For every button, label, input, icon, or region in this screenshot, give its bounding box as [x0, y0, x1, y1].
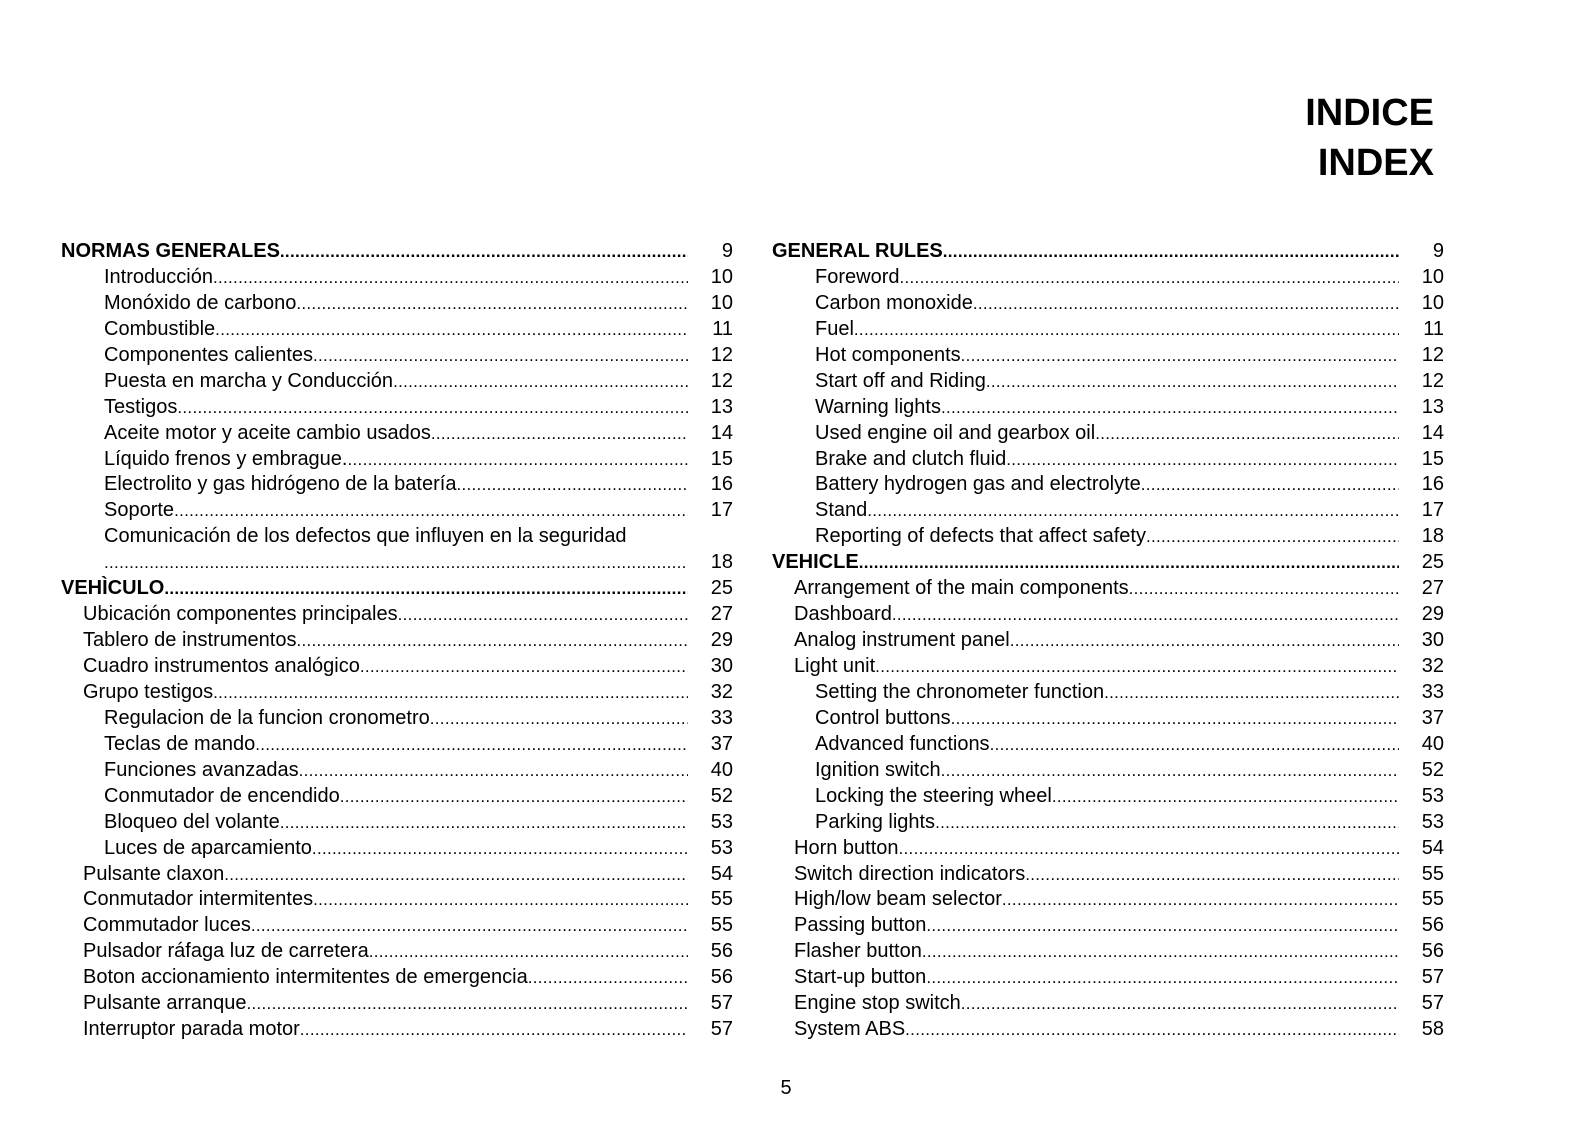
toc-entry-page: 10	[1421, 265, 1444, 288]
dot-leader	[961, 991, 1399, 1017]
toc-entry-page: 15	[1421, 447, 1444, 470]
toc-entry-label: Conmutador de encendido	[104, 784, 340, 807]
dot-leader	[177, 395, 688, 421]
dot-leader	[892, 602, 1399, 628]
index-column-spanish	[61, 239, 733, 1043]
toc-entry[interactable]	[61, 1017, 733, 1043]
toc-entry[interactable]	[61, 991, 733, 1017]
dot-leader	[246, 991, 688, 1017]
toc-entry-label: Switch direction indicators	[794, 862, 1026, 885]
dot-leader	[164, 576, 688, 602]
toc-entry-label: Pulsante claxon	[83, 862, 225, 885]
dot-leader	[224, 862, 688, 888]
toc-entry-page: 57	[710, 1018, 733, 1041]
toc-entry-page: 55	[710, 888, 733, 911]
toc-entry-label: Engine stop switch	[794, 992, 961, 1015]
dot-leader	[867, 498, 1399, 524]
toc-entry-page: 30	[710, 655, 733, 677]
toc-entry[interactable]	[772, 395, 1444, 421]
toc-entry[interactable]	[61, 758, 733, 784]
toc-entry-label: Hot components	[815, 343, 961, 366]
toc-entry-page: 37	[710, 732, 733, 755]
toc-entry-label: Componentes calientes	[104, 343, 314, 366]
dot-leader	[398, 602, 688, 628]
toc-entry-page: 56	[1421, 940, 1444, 963]
dot-leader	[859, 550, 1399, 576]
dot-leader	[251, 913, 688, 939]
dot-leader	[1095, 421, 1399, 447]
toc-entry-label: Bloqueo del volante	[104, 810, 280, 833]
toc-section-heading[interactable]	[61, 239, 733, 265]
toc-entry-label: Comunicación de los defectos que influyen en la seguridad	[104, 525, 627, 548]
dot-leader	[951, 706, 1399, 732]
toc-entry-page: 37	[1421, 706, 1444, 729]
dot-leader	[340, 784, 688, 810]
dot-leader	[456, 472, 688, 498]
toc-entry[interactable]	[61, 887, 733, 913]
toc-entry-page: 33	[1421, 680, 1444, 703]
toc-entry[interactable]	[772, 887, 1444, 913]
dot-leader	[1052, 784, 1399, 810]
dot-leader	[299, 758, 688, 784]
toc-entry-page: 40	[710, 758, 733, 781]
toc-entry[interactable]	[772, 784, 1444, 810]
toc-entry-label: Flasher button	[794, 940, 922, 963]
toc-entry-page: 57	[1421, 966, 1444, 989]
toc-entry-page: 13	[1421, 395, 1444, 418]
toc-entry-label: Monóxido de carbono	[104, 291, 297, 314]
toc-entry-label: Warning lights	[815, 395, 941, 418]
dot-leader	[990, 732, 1399, 758]
dot-leader	[213, 265, 688, 291]
toc-entry[interactable]	[772, 291, 1444, 317]
toc-entry[interactable]	[772, 447, 1444, 473]
toc-entry-page: 9	[721, 240, 733, 262]
toc-entry-label: Control buttons	[815, 706, 951, 729]
toc-entry-label: Analog instrument panel	[794, 629, 1010, 652]
dot-leader	[393, 369, 688, 395]
dot-leader	[1006, 447, 1399, 473]
dot-leader	[296, 291, 688, 317]
toc-entry-label: Combustible	[104, 317, 216, 340]
toc-entry[interactable]	[772, 939, 1444, 965]
dot-leader	[961, 343, 1399, 369]
toc-entry-page: 12	[1421, 343, 1444, 366]
dot-leader	[528, 965, 688, 991]
toc-entry-page: 17	[1421, 499, 1444, 522]
toc-entry-label: Light unit	[794, 655, 876, 677]
dot-leader	[899, 836, 1399, 862]
toc-entry-page: 25	[710, 577, 733, 600]
toc-entry-page: 18	[710, 551, 733, 574]
toc-entry-label: Locking the steering wheel	[815, 784, 1052, 807]
toc-entry[interactable]	[772, 369, 1444, 395]
toc-entry[interactable]	[772, 421, 1444, 447]
toc-entry-page: 54	[710, 862, 733, 885]
toc-entry-page: 29	[1421, 603, 1444, 626]
toc-entry[interactable]	[61, 343, 733, 369]
toc-entry-label: Aceite motor y aceite cambio usados	[104, 421, 431, 444]
toc-entry-label: Pulsante arranque	[83, 992, 247, 1015]
dot-leader	[926, 965, 1399, 991]
toc-entry-label: Puesta en marcha y Conducción	[104, 369, 394, 392]
dot-leader	[213, 680, 688, 706]
toc-entry[interactable]	[772, 343, 1444, 369]
toc-entry-label: Luces de aparcamiento	[104, 836, 312, 859]
toc-entry-page: 53	[1421, 784, 1444, 807]
dot-leader	[369, 939, 688, 965]
dot-leader	[1010, 628, 1399, 654]
dot-leader	[986, 369, 1399, 395]
toc-entry-label: Used engine oil and gearbox oil	[815, 421, 1096, 444]
toc-entry-label: Commutador luces	[83, 914, 251, 937]
toc-entry-label: Boton accionamiento intermitentes de emergencia	[83, 966, 528, 989]
toc-entry-page: 9	[1432, 240, 1444, 262]
toc-entry[interactable]	[61, 706, 733, 732]
toc-section-heading[interactable]	[772, 550, 1444, 576]
toc-entry-label: Setting the chronometer function	[815, 680, 1105, 703]
toc-entry-label: Pulsador ráfaga luz de carretera	[83, 940, 369, 963]
toc-entry[interactable]	[61, 395, 733, 421]
toc-entry-page: 11	[712, 317, 733, 340]
toc-entry-page: 58	[1421, 1018, 1444, 1041]
dot-leader	[1129, 576, 1399, 602]
toc-entry-label: Testigos	[104, 395, 178, 418]
dot-leader	[926, 913, 1399, 939]
toc-entry-label: Carbon monoxide	[815, 291, 973, 314]
toc-entry[interactable]	[61, 654, 733, 680]
toc-entry[interactable]	[61, 939, 733, 965]
toc-entry-label: Grupo testigos	[83, 680, 214, 703]
dot-leader	[348, 447, 689, 473]
toc-entry[interactable]	[772, 576, 1444, 602]
dot-leader	[255, 732, 688, 758]
toc-entry-label: Stand	[815, 499, 868, 522]
dot-leader	[1002, 887, 1399, 913]
toc-entry[interactable]	[772, 913, 1444, 939]
toc-entry[interactable]	[772, 991, 1444, 1017]
toc-entry[interactable]	[61, 498, 733, 524]
toc-entry[interactable]	[772, 265, 1444, 291]
dot-leader	[431, 421, 688, 447]
toc-entry-page: 15	[710, 447, 733, 470]
toc-entry-label: GENERAL RULES	[772, 240, 943, 262]
toc-entry[interactable]	[61, 421, 733, 447]
toc-entry[interactable]	[61, 550, 733, 576]
dot-leader	[313, 887, 688, 913]
toc-entry-page: 52	[710, 784, 733, 807]
dot-leader	[1104, 680, 1399, 706]
dot-leader	[941, 758, 1399, 784]
toc-entry[interactable]	[772, 732, 1444, 758]
toc-entry-label: Parking lights	[815, 810, 936, 833]
toc-entry-page: 53	[710, 836, 733, 859]
dot-leader	[1141, 472, 1399, 498]
toc-entry[interactable]	[772, 317, 1444, 343]
toc-entry-page: 57	[710, 992, 733, 1015]
toc-entry[interactable]	[772, 472, 1444, 498]
toc-entry-page: 33	[710, 706, 733, 729]
toc-entry-label: Teclas de mando	[104, 732, 256, 755]
toc-entry[interactable]	[61, 732, 733, 758]
toc-entry-label: Tablero de instrumentos	[83, 629, 297, 652]
toc-entry-page: 14	[710, 421, 733, 444]
toc-entry-label: VEHICLE	[772, 551, 859, 574]
toc-entry-page: 11	[1423, 317, 1444, 340]
title-english: INDEX	[1317, 142, 1434, 184]
toc-entry[interactable]	[61, 810, 733, 836]
toc-entry-label: Passing button	[794, 914, 927, 937]
dot-leader	[296, 628, 688, 654]
toc-entry[interactable]	[61, 862, 733, 888]
toc-entry-page: 32	[1421, 655, 1444, 677]
toc-entry[interactable]	[61, 369, 733, 395]
dot-leader	[1146, 524, 1399, 550]
toc-entry-label: Líquido frenos y embrague.	[104, 447, 348, 470]
toc-entry-page: 16	[1421, 473, 1444, 496]
dot-leader	[430, 706, 688, 732]
toc-entry[interactable]	[61, 965, 733, 991]
toc-entry-label: Arrangement of the main components	[794, 577, 1129, 600]
toc-entry[interactable]	[61, 317, 733, 343]
toc-entry-page: 12	[710, 369, 733, 392]
toc-section-heading[interactable]	[772, 239, 1444, 265]
page-title	[1305, 88, 1434, 188]
toc-entry[interactable]	[772, 628, 1444, 654]
toc-entry[interactable]	[61, 447, 733, 473]
toc-entry[interactable]	[61, 913, 733, 939]
toc-entry-page: 12	[710, 343, 733, 366]
toc-entry-page: 55	[1421, 888, 1444, 911]
dot-leader	[300, 1017, 688, 1043]
toc-entry-page: 27	[1421, 577, 1444, 600]
toc-entry[interactable]	[61, 628, 733, 654]
toc-entry-page: 10	[710, 265, 733, 288]
toc-entry[interactable]	[772, 524, 1444, 550]
toc-entry-label: NORMAS GENERALES	[61, 240, 280, 262]
dot-leader	[943, 239, 1399, 265]
toc-entry[interactable]	[772, 1017, 1444, 1043]
toc-entry-label: High/low beam selector	[794, 888, 1002, 911]
toc-entry-label: Ignition switch	[815, 758, 941, 781]
toc-entry-page: 53	[1421, 810, 1444, 833]
toc-entry-page: 32	[710, 680, 733, 703]
toc-entry-page: 18	[1421, 525, 1444, 548]
toc-entry[interactable]	[772, 706, 1444, 732]
toc-entry-label: Battery hydrogen gas and electrolyte	[815, 473, 1141, 496]
toc-entry-page: 16	[710, 473, 733, 496]
toc-entry[interactable]	[772, 498, 1444, 524]
toc-entry-label: Start off and Riding	[815, 369, 986, 392]
dot-leader	[104, 550, 688, 576]
toc-entry[interactable]	[772, 602, 1444, 628]
toc-entry-page: 57	[1421, 992, 1444, 1015]
toc-entry-page: 25	[1421, 551, 1444, 574]
toc-entry-page: 10	[710, 291, 733, 314]
dot-leader	[1025, 862, 1399, 888]
toc-entry[interactable]	[772, 965, 1444, 991]
dot-leader	[899, 265, 1399, 291]
toc-entry-label: Fuel	[815, 317, 854, 340]
dot-leader	[215, 317, 688, 343]
toc-entry[interactable]	[61, 472, 733, 498]
toc-entry-label: Brake and clutch fluid	[815, 447, 1007, 470]
dot-leader	[922, 939, 1399, 965]
toc-entry-page: 13	[710, 395, 733, 418]
toc-entry[interactable]	[61, 784, 733, 810]
dot-leader	[973, 291, 1399, 317]
toc-entry-page: 29	[710, 629, 733, 652]
toc-entry-label: Dashboard	[794, 603, 892, 626]
toc-entry-page: 56	[710, 966, 733, 989]
toc-entry[interactable]	[61, 602, 733, 628]
index-column-english	[772, 239, 1444, 1043]
dot-leader	[280, 810, 688, 836]
toc-entry-label: Introducción	[104, 265, 213, 288]
toc-entry-label: Regulacion de la funcion cronometro	[104, 706, 430, 729]
dot-leader	[280, 239, 688, 265]
toc-entry-label: Electrolito y gas hidrógeno de la batería	[104, 473, 457, 496]
toc-entry[interactable]	[772, 810, 1444, 836]
toc-entry-label: Cuadro instrumentos analógico	[83, 655, 360, 677]
toc-entry-page: 56	[1421, 914, 1444, 937]
dot-leader	[360, 654, 688, 680]
toc-entry[interactable]	[61, 680, 733, 706]
toc-entry-page: 52	[1421, 758, 1444, 781]
toc-entry-page: 55	[710, 914, 733, 937]
toc-entry-page: 55	[1421, 862, 1444, 885]
toc-entry-page: 17	[710, 499, 733, 522]
toc-section-heading[interactable]	[61, 576, 733, 602]
toc-entry[interactable]	[772, 862, 1444, 888]
toc-entry[interactable]	[772, 758, 1444, 784]
dot-leader	[312, 836, 688, 862]
dot-leader	[854, 317, 1399, 343]
toc-entry-page: 27	[710, 603, 733, 626]
toc-entry-page: 12	[1421, 369, 1444, 392]
toc-entry[interactable]	[61, 265, 733, 291]
toc-entry-label: Ubicación componentes principales	[83, 603, 398, 626]
toc-entry-label: System ABS	[794, 1018, 906, 1041]
toc-entry-label: Horn button	[794, 836, 899, 859]
toc-entry-page: 10	[1421, 291, 1444, 314]
page-number: 5	[780, 1077, 792, 1099]
toc-entry[interactable]	[772, 654, 1444, 680]
toc-entry[interactable]	[772, 836, 1444, 862]
toc-entry[interactable]	[61, 836, 733, 862]
dot-leader	[941, 395, 1399, 421]
dot-leader	[174, 498, 688, 524]
toc-entry-page: 40	[1421, 732, 1444, 755]
toc-entry-label: Start-up button	[794, 966, 927, 989]
toc-entry-label: Interruptor parada motor	[83, 1018, 300, 1041]
toc-entry-label: Conmutador intermitentes	[83, 888, 314, 911]
toc-entry-page: 54	[1421, 836, 1444, 859]
toc-entry-page: 56	[710, 940, 733, 963]
toc-entry-label: Soporte	[104, 499, 175, 522]
title-spanish: INDICE	[1305, 92, 1434, 134]
toc-entry-label: Advanced functions	[815, 732, 990, 755]
dot-leader	[875, 654, 1399, 680]
toc-entry-label: Reporting of defects that affect safety	[815, 525, 1146, 548]
toc-entry[interactable]	[61, 291, 733, 317]
toc-entry-label: VEHÌCULO	[61, 577, 165, 600]
toc-entry-label: Foreword	[815, 265, 900, 288]
toc-entry-label: Funciones avanzadas	[104, 758, 299, 781]
toc-entry[interactable]	[772, 680, 1444, 706]
dot-leader	[905, 1017, 1399, 1043]
toc-entry-page: 30	[1421, 629, 1444, 652]
dot-leader	[935, 810, 1399, 836]
dot-leader	[313, 343, 688, 369]
toc-entry-page: 53	[710, 810, 733, 833]
toc-entry-page: 14	[1421, 421, 1444, 444]
